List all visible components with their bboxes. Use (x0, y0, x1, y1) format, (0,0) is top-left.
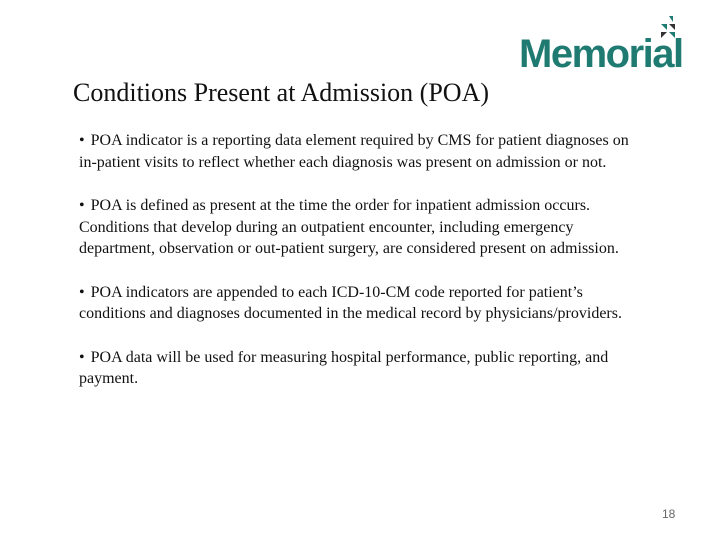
slide-title: Conditions Present at Admission (POA) (73, 78, 490, 107)
bullet-text: POA indicators are appended to each ICD-10-CM code reported for patient’s conditions and diagnoses documented in the medical record by physicians/providers. (79, 283, 622, 322)
bullet-text: POA data will be used for measuring hospital performance, public reporting, and payment. (79, 348, 609, 387)
memorial-logo (519, 16, 691, 74)
bullet-item (79, 130, 649, 173)
bullet-marker: • (79, 197, 85, 214)
memorial-logo-text: Memorial (519, 32, 683, 76)
bullet-marker: • (79, 348, 85, 366)
bullet-text: POA indicator is a reporting data element required by CMS for patient diagnoses on in-patient visits to reflect whether each diagnosis was present on admission or not. (79, 132, 629, 171)
page-number: 18 (662, 507, 676, 521)
bullet-item (79, 347, 649, 390)
bullet-text: POA is defined as present at the time the order for inpatient admission occurs. Conditions that develop during an outpatient encounter, including emergency department, observation or out-patient surgery, are considered present on admission. (79, 197, 619, 257)
bullet-marker: • (79, 132, 85, 149)
bullet-item (79, 282, 649, 325)
bullet-list (79, 130, 649, 412)
bullet-item (79, 195, 649, 260)
bullet-marker: • (79, 283, 85, 301)
